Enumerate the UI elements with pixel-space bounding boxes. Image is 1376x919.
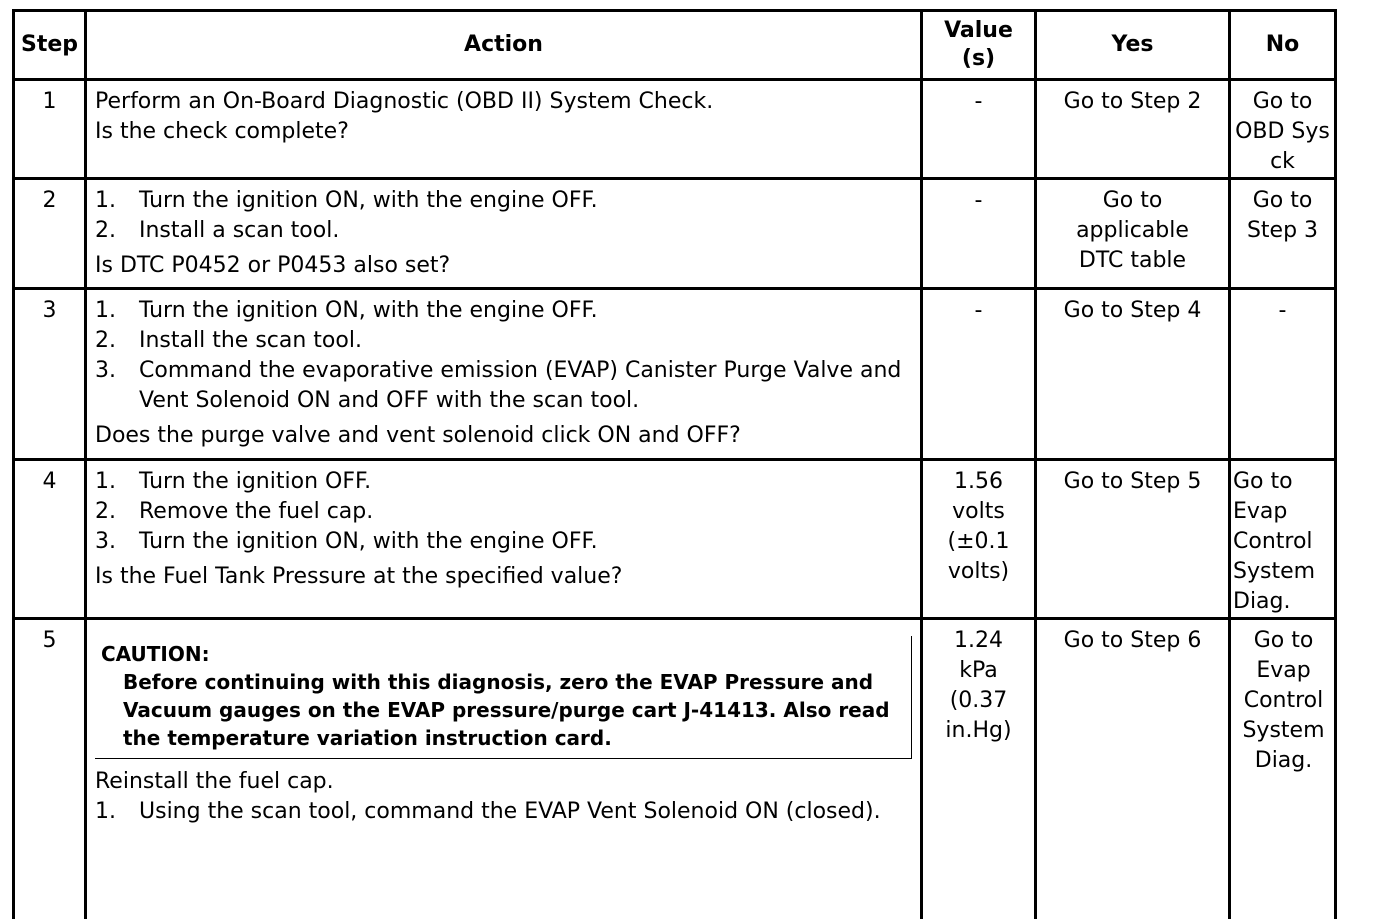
value-cell: -: [922, 289, 1036, 460]
yes-cell: Go to Step 6: [1036, 619, 1230, 919]
step-number: 3: [14, 289, 86, 460]
header-yes: Yes: [1036, 11, 1230, 80]
action-cell: [86, 179, 922, 289]
value-cell: -: [922, 80, 1036, 179]
step-number: 2: [14, 179, 86, 289]
yes-cell: Go to Step 2: [1036, 80, 1230, 179]
value-cell: 1.56 volts (±0.1 volts): [922, 460, 1036, 619]
question-text: Is DTC P0452 or P0453 also set?: [95, 253, 451, 278]
no-cell: Go to Evap Control System Diag.: [1230, 460, 1336, 619]
no-cell: Go to Step 3: [1230, 179, 1336, 289]
action-cell: [86, 460, 922, 619]
list-item: 3. Turn the ignition ON, with the engine OFF.: [95, 529, 598, 554]
caution-title: CAUTION:: [101, 642, 210, 666]
header-step: Step: [14, 11, 86, 80]
header-row: [14, 11, 1336, 80]
table-row: [14, 460, 1336, 619]
table-row: [14, 179, 1336, 289]
step-number: 5: [14, 619, 86, 919]
yes-cell: Go to Step 4: [1036, 289, 1230, 460]
question-text: Does the purge valve and vent solenoid click ON and OFF?: [95, 423, 741, 448]
table-row: [14, 80, 1336, 179]
list-item: 1. Turn the ignition ON, with the engine OFF.: [95, 188, 598, 213]
action-line: Perform an On-Board Diagnostic (OBD II) System Check.: [95, 89, 714, 114]
action-line: Reinstall the fuel cap.: [95, 769, 334, 794]
yes-cell: Go to Step 5: [1036, 460, 1230, 619]
no-cell: Go to OBD Sys ck: [1230, 80, 1336, 179]
question-text: Is the Fuel Tank Pressure at the specified value?: [95, 564, 623, 589]
header-value: Value (s): [922, 11, 1036, 80]
header-action: Action: [86, 11, 922, 80]
list-item: 1. Turn the ignition ON, with the engine OFF.: [95, 298, 598, 323]
action-cell: [86, 80, 922, 179]
diagnostic-table: [12, 9, 1337, 919]
action-line: Is the check complete?: [95, 119, 349, 144]
list-item: 2. Remove the fuel cap.: [95, 499, 374, 524]
list-item: 1. Turn the ignition OFF.: [95, 469, 372, 494]
no-cell: -: [1230, 289, 1336, 460]
action-cell: [86, 289, 922, 460]
list-item: 2. Install the scan tool.: [95, 328, 362, 353]
step-number: 4: [14, 460, 86, 619]
list-item: 3. Command the evaporative emission (EVAP) Canister Purge Valve and Vent Solenoid ON and OFF with the scan tool.: [95, 358, 902, 413]
value-cell: 1.24 kPa (0.37 in.Hg): [922, 619, 1036, 919]
table-row: [14, 619, 1336, 919]
action-cell: [86, 619, 922, 919]
list-item: 2. Install a scan tool.: [95, 218, 340, 243]
list-item: 1. Using the scan tool, command the EVAP Vent Solenoid ON (closed).: [95, 799, 881, 824]
yes-cell: Go to applicable DTC table: [1036, 179, 1230, 289]
no-cell: Go to Evap Control System Diag.: [1230, 619, 1336, 919]
value-cell: -: [922, 179, 1036, 289]
caution-box: [95, 636, 912, 759]
step-number: 1: [14, 80, 86, 179]
header-no: No: [1230, 11, 1336, 80]
table-row: [14, 289, 1336, 460]
caution-text: Before continuing with this diagnosis, zero the EVAP Pressure and Vacuum gauges on the EVAP pressure/purge cart J-41413. Also read the temperature variation instruction card.: [123, 670, 890, 750]
